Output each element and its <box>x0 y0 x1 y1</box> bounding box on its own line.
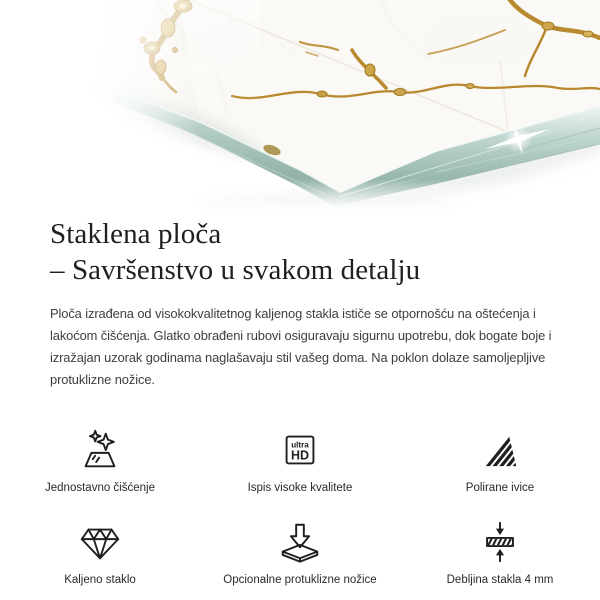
page-title-line-1: Staklena ploča <box>50 218 222 250</box>
glass-thickness-icon <box>477 519 523 565</box>
feature-polished-edges <box>400 427 600 495</box>
page-title <box>50 216 560 288</box>
feature-tempered-glass <box>0 519 200 587</box>
feature-label: Debljina stakla 4 mm <box>446 574 554 586</box>
product-description: Ploča izrađena od visokokvalitetnog kaljenog stakla ističe se otpornošću na oštećenja i lakoćom čišćenja. Glatko obrađeni rubovi osiguravaju sigurnu upotrebu, dok bogate boje i izražajan uzorak godinama naglašavaju stil vašeg doma. Na poklon dolaze samoljepljive protuklizne nožice. <box>50 306 552 387</box>
sparkle-clean-icon <box>77 427 123 473</box>
feature-label: Polirane ivice <box>465 482 535 494</box>
hero-image <box>0 0 600 210</box>
ultra-hd-badge-top: ultra <box>291 440 309 450</box>
feature-anti-slip-feet <box>200 519 400 587</box>
anti-slip-feet-icon <box>277 519 323 565</box>
feature-print-quality <box>200 427 400 495</box>
page-title-line-2: – Savršenstvo u svakom detalju <box>50 254 421 286</box>
feature-label: Kaljeno staklo <box>64 574 136 586</box>
polished-edge-icon <box>477 427 523 473</box>
ultra-hd-badge-bottom: HD <box>291 448 309 463</box>
feature-glass-thickness <box>400 519 600 587</box>
feature-label: Opcionalne protuklizne nožice <box>223 574 377 586</box>
feature-label: Jednostavno čišćenje <box>45 482 155 494</box>
ultra-hd-icon <box>277 427 323 473</box>
diamond-tempered-glass-icon <box>77 519 123 565</box>
feature-easy-cleaning <box>0 427 200 495</box>
features-grid <box>0 427 600 587</box>
feature-label: Ispis visoke kvalitete <box>247 482 353 494</box>
